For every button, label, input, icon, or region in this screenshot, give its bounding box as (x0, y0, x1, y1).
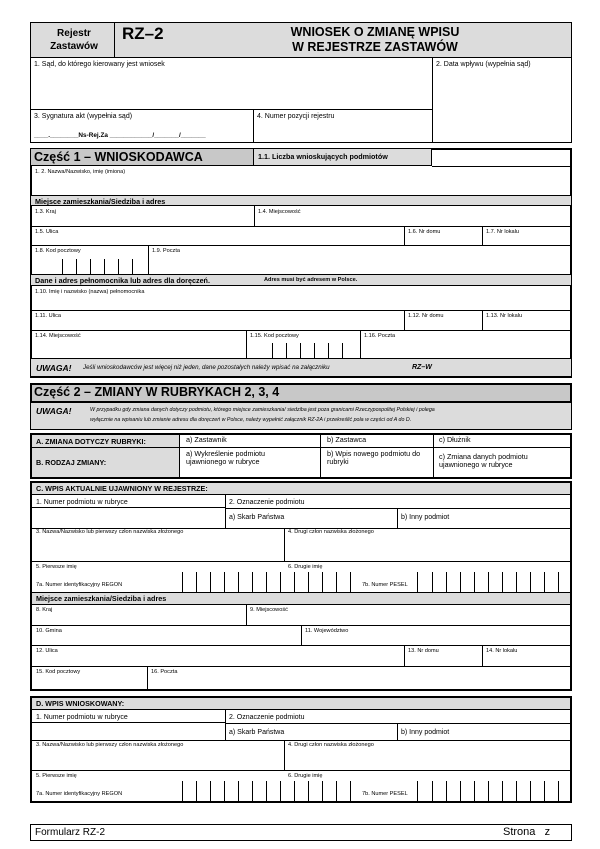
d-treasury-option[interactable]: a) Skarb Państwa (229, 729, 285, 736)
c-entity-mark-label: 2. Oznaczenie podmiotu (229, 499, 305, 506)
proxy-postal-label: 1.15. Kod pocztowy (250, 333, 299, 339)
footer-page: Strona z (503, 826, 551, 838)
proxy-house-label: 1.12. Nr domu (408, 313, 444, 319)
case-signature-label: 3. Sygnatura akt (wypełnia sąd) (34, 113, 133, 120)
c-treasury-option[interactable]: a) Skarb Państwa (229, 514, 285, 521)
register-position-label: 4. Numer pozycji rejestru (257, 113, 335, 120)
receipt-date-field (432, 57, 572, 143)
d-entity-number-label: 1. Numer podmiotu w rubryce (36, 714, 128, 721)
rubric-option-a[interactable]: a) Zastawnik (186, 435, 227, 444)
c-regon-label: 7a. Numer identyfikacyjny REGON (36, 582, 123, 588)
part2-warning-label: UWAGA! (36, 406, 72, 416)
rubric-option-b[interactable]: b) Zastawca (327, 435, 367, 444)
c-city-label: 9. Miejscowość (250, 607, 288, 613)
postal-code-boxes[interactable] (62, 259, 134, 274)
applicant-count-label: 1.1. Liczba wnioskujących podmiotów (258, 152, 388, 161)
residence-head: Miejsce zamieszkania/Siedziba i adres (35, 197, 166, 206)
c-residence-head: Miejsce zamieszkania/Siedziba i adres (36, 594, 167, 603)
c-postal-label: 15. Kod pocztowy (36, 669, 81, 675)
proxy-flat-label: 1.13. Nr lokalu (486, 313, 523, 319)
c-flat-label: 14. Nr lokalu (486, 648, 518, 654)
d-pesel-label: 7b. Numer PESEL (362, 791, 408, 797)
d-pesel-boxes[interactable] (417, 781, 570, 801)
flat-no-label: 1.7. Nr lokalu (486, 229, 519, 235)
form-code: RZ–2 (122, 24, 164, 43)
proxy-post-label: 1.16. Poczta (364, 333, 396, 339)
postal-code-label: 1.8. Kod pocztowy (35, 248, 81, 254)
c-house-label: 13. Nr domu (408, 648, 439, 654)
c-street-label: 12. Ulica (36, 648, 58, 654)
part2-title: Część 2 – ZMIANY W RUBRYKACH 2, 3, 4 (34, 385, 280, 399)
change-type-option-a[interactable]: a) Wykreślenie podmiotu ujawnionego w rubryce (186, 449, 266, 467)
d-surname2-label: 4. Drugi człon nazwiska złożonego (288, 742, 374, 748)
part1-warning-label: UWAGA! (36, 363, 72, 373)
part2-warning-line1: W przypadku gdy zmiana danych dotyczy podmiotu, którego miejsce zamieszkania/ siedziba jest poza granicami Rzeczypospolitej Polskiej i polega (90, 407, 435, 413)
footer-form-name: Formularz RZ-2 (35, 827, 106, 838)
d-first-name-label: 5. Pierwsze imię (36, 773, 77, 779)
proxy-head: Dane i adres pełnomocnika lub adres dla doręczeń. (35, 276, 210, 285)
form-title-line2: W REJESTRZE ZASTAWÓW (292, 40, 458, 54)
d-entity-mark-label: 2. Oznaczenie podmiotu (229, 714, 305, 721)
part2-warning-line2: wyłącznie na wpisaniu lub zmianie adresu dla doręczeń w Polsce, należy wypełnić załącznik RZ-2A i przekreślić pola w części od A do D. (90, 417, 412, 423)
c-regon-boxes[interactable] (182, 572, 360, 592)
c-second-name-label: 6. Drugie imię (288, 564, 323, 570)
d-regon-label: 7a. Numer identyfikacyjny REGON (36, 791, 123, 797)
footer-frame (30, 824, 572, 841)
city-label: 1.4. Miejscowość (258, 209, 301, 215)
c-voivodeship-label: 11. Województwo (305, 628, 349, 634)
section-d-head: D. WPIS WNIOSKOWANY: (36, 699, 125, 708)
section-c-head: C. WPIS AKTUALNIE UJAWNIONY W REJESTRZE: (36, 484, 208, 493)
court-label: 1. Sąd, do którego kierowany jest wniosek (34, 61, 165, 68)
c-other-entity-option[interactable]: b) Inny podmiot (401, 514, 450, 521)
country-label: 1.3. Kraj (35, 209, 56, 215)
change-type-option-b[interactable]: b) Wpis nowego podmiotu do rubryki (327, 449, 421, 467)
applicant-name-field[interactable] (31, 167, 571, 195)
proxy-postal-boxes[interactable] (272, 343, 344, 358)
c-pesel-label: 7b. Numer PESEL (362, 582, 408, 588)
post-label: 1.9. Poczta (152, 248, 180, 254)
proxy-city-label: 1.14. Miejscowość (35, 333, 81, 339)
d-second-name-label: 6. Drugie imię (288, 773, 323, 779)
c-entity-number-label: 1. Numer podmiotu w rubryce (36, 499, 128, 506)
case-signature-pattern: ____.________Ns-Rej.Za ____________/_______/_______ (34, 132, 206, 139)
c-surname2-label: 4. Drugi człon nazwiska złożonego (288, 529, 374, 535)
part1-warning-text: Jeśli wnioskodawców jest więcej niż jeden, dane pozostałych należy wpisać na załączniku (83, 364, 330, 371)
d-other-entity-option[interactable]: b) Inny podmiot (401, 729, 450, 736)
c-commune-label: 10. Gmina (36, 628, 62, 634)
applicant-name-label: 1. 2. Nazwa/Nazwisko, imię (imiona) (35, 169, 126, 175)
street-label: 1.5. Ulica (35, 229, 59, 235)
c-pesel-boxes[interactable] (417, 572, 570, 592)
d-regon-boxes[interactable] (182, 781, 360, 801)
proxy-note: Adres musi być adresem w Polsce. (264, 277, 358, 283)
house-no-label: 1.6. Nr domu (408, 229, 441, 235)
d-surname-label: 3. Nazwa/Nazwisko lub pierwszy człon nazwiska złożonego (36, 742, 184, 748)
c-first-name-label: 5. Pierwsze imię (36, 564, 77, 570)
c-surname-label: 3. Nazwa/Nazwisko lub pierwszy człon nazwiska złożonego (36, 529, 184, 535)
change-type-label: B. RODZAJ ZMIANY: (36, 458, 107, 467)
change-rubric-label: A. ZMIANA DOTYCZY RUBRYKI: (36, 437, 146, 446)
part1-warning-ref: RZ–W (412, 364, 432, 371)
change-type-option-c[interactable]: c) Zmiana danych podmiotu ujawnionego w rubryce (439, 452, 528, 470)
part1-title: Część 1 – WNIOSKODAWCA (34, 150, 203, 164)
proxy-street-label: 1.11. Ulica (35, 313, 62, 319)
c-post-label: 16. Poczta (151, 669, 178, 675)
proxy-name-label: 1.10. Imię i nazwisko (nazwa) pełnomocnika (35, 289, 145, 295)
receipt-date-label: 2. Data wpływu (wypełnia sąd) (436, 61, 531, 68)
form-title-line1: WNIOSEK O ZMIANĘ WPISU (290, 25, 460, 39)
rubric-option-c[interactable]: c) Dłużnik (439, 435, 471, 444)
registry-label: Rejestr Zastawów (50, 28, 98, 52)
c-country-label: 8. Kraj (36, 607, 53, 613)
